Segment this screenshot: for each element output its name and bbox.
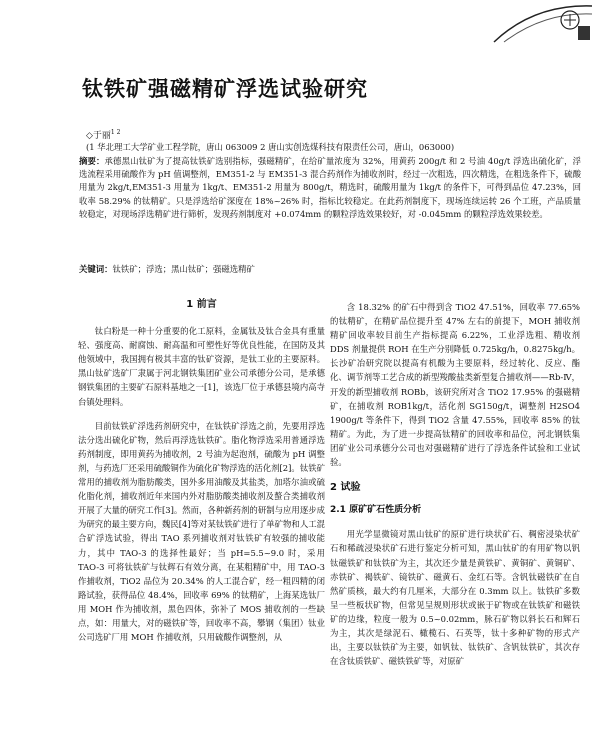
keywords-label: 关键词：: [79, 264, 113, 274]
abstract: [79, 155, 581, 221]
section-heading-experiment: 2 试验: [330, 482, 361, 494]
keywords-text: 钛铁矿；浮选；黑山钛矿；强磁选精矿: [112, 264, 255, 274]
intro-paragraph-2: 目前钛铁矿浮选药剂研究中，在钛铁矿浮选之前，先要用浮选法分选出硫化矿物，然后再浮选钛铁矿。脂化物浮选采用普通浮选药剂制度，即用黄药为捕收剂，2 号油为起泡剂，硫酸为 pH 调整剂，与药选厂还采用硫酸铜作为硫化矿物浮选的活化剂[2]。钛铁矿常用的捕收剂为脂肪酸类，国外多用油酸及其盐类，加塔尔油或硫化脂化剂，捕收剂近年来国内外对脂肪酸类捕收剂及螯合类捕收剂开展了大量的研究工作[3]。然而，各种新药剂的研制与应用逐步成为研究的最主要方向，魏民[4]等对某钛铁矿进行了单矿物和人工混合矿浮选试验，得出 TAO 系列捕收剂对钛铁矿有较强的捕收能力，其中 TAO-3 的选择性最好；当 pH=5.5~9.0 时，采用 TAO-3 可将钛铁矿与钛辉石有效分离，在某粗精矿中，用 TAO-3 作捕收剂，TiO2 品位为 20.34% 的人工混合矿，经一粗四精的闭路试验，获得品位 48.4%，回收率 69% 的钛精矿，上海某选钛厂用 MOH 作为捕收剂，黑色四体，弥补了 MOS 捕收剂的一些缺点，如：用量大，对的磁铁矿等，回收率不高，攀钢（集团）钛业公司选矿厂用 MOH 作捕收剂，只用硫酸作调整剂，从: [78, 420, 325, 643]
section-heading-introduction: 1 前言: [186, 299, 217, 310]
left-column: [78, 298, 325, 654]
intro-paragraph-1: 钛白粉是一种十分重要的化工原料，金属钛及钛合金具有重量轻、强度高、耐腐蚀、耐高温和可塑性好等优良性能，在国防及其他领域中，我国拥有极其丰富的钛矿资源，是钛工业的主要原料。黑山钛矿选矿厂隶属于河北钢铁集团矿业公司承德分公司，是承德钢铁集团的主要矿石原料基地之一[1]，该选厂位于承德县境内高寺台镇处理料。: [78, 326, 325, 407]
author-line: [86, 128, 120, 141]
abstract-text: 承德黑山钛矿为了提高钛铁矿选别指标，强磁精矿，在给矿量浓度为 32%，用黄药 200g/t 和 2 号油 40g/t 浮选出硫化矿，浮选流程采用硫酸作为 pH 值调整剂，EM351-2 与 EM351-3 混合药剂作为捕收剂时，经过一次粗选，四次精选，在粗选条件下，硫酸用量为 2kg/t,EM351-3 用量为 1kg/t、EM351-2 用量为 800g/t，精选时，硫酸用量为 1kg/t 的条件下，可得到品位 47.23%，回收率 58.29% 的钛精矿。只是浮选给矿深度在 18%~26% 时，指标比较稳定。在此药剂制度下，现场连续运转 26 个工班，产品质量较稳定，对现场浮选精矿进行筛析，发现药剂制度对 +0.074mm 的颗粒浮选效果较好，对 -0.045mm 的颗粒浮选效果较差。: [79, 156, 581, 219]
keywords: [79, 263, 255, 275]
subsection-heading-ore-properties: 2.1 原矿矿石性质分析: [330, 505, 422, 516]
paper-title: 钛铁矿强磁精矿浮选试验研究: [82, 77, 368, 101]
right-paragraph-1: 含 18.32% 的矿石中得到含 TiO2 47.51%，回收率 77.65% 的钛精矿，在精矿品位提升至 47% 左右的前提下，MOH 捕收剂精矿回收率较目前生产指标提高 6.22%，工业浮选粗、精收剂 DDS 剂量提供 ROH 在生产分别降低 0.725kg/h，0.8275kg/h。长沙矿冶研究院以提高有机酸为主要原料，经过转化、反应、酯化、调节剂等工艺合成的新型羧酸盐类新型复合捕收剂——Rb-Ⅳ，开发的新型捕收剂 ROBb，该研究所对含 TiO2 17.95% 的强磁精矿，在捕收剂 ROB1kg/t，活化剂 SG150g/t，调整剂 H2SO4 1900g/t 等条件下，得到 TiO2 含量 47.55%，回收率 85% 的钛精矿。为此，为了进一步提高钛精矿的回收率和品位，河北钢铁集团矿业公司承德分公司也对强磁精矿进行了浮选条件试验和工业试验。: [330, 302, 580, 468]
right-column: [330, 300, 580, 678]
author-name: ◇于丽: [86, 131, 111, 141]
right-paragraph-2: 用光学显微镜对黑山钛矿的原矿进行块状矿石、稠密浸染状矿石和稀疏浸染状矿石进行鉴定分析可知，黑山钛矿的有用矿物以钒钛磁铁矿和钛铁矿为主，其次还少量是黄铁矿、黄铜矿、黄铜矿、赤铁矿、褐铁矿、镜铁矿、磁黄石、金红石等。含钒钛磁铁矿在自然矿质核，最大约有几厘米，大部分在 0.3mm 以上。钛铁矿多数呈一些板状矿物，但常见呈规则形状或嵌于矿物或在钛铁矿和磁铁矿的边缘，粒度一般为 0.5~0.02mm，脉石矿物以斜长石和辉石为主，其次是绿泥石、橄榄石、石英等，钛十多种矿物的形式产出，主要以钛铁矿为主要，如钒钛、钛铁矿、含钒钛铁矿，其次存在含钛质铁矿、磁铁铁矿等，对原矿: [330, 529, 580, 667]
abstract-label: 摘要：: [79, 156, 105, 166]
affiliation: (1 华北理工大学矿业工程学院，唐山 063009 2 唐山实创选煤科技有限责任公司，唐山，063000): [86, 142, 455, 152]
author-superscript: 1 2: [110, 129, 121, 136]
corner-ornament: [474, 2, 594, 46]
